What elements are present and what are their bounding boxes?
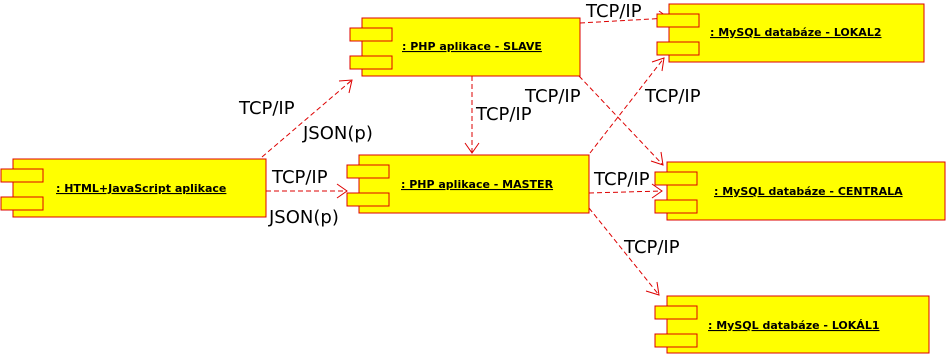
component-port <box>655 200 697 213</box>
component-name: : PHP aplikace - MASTER <box>401 178 554 191</box>
component-name: : MySQL databáze - LOKÁL1 <box>708 319 880 332</box>
component-port <box>657 14 699 27</box>
component-php-master <box>347 155 589 213</box>
component-mysql-centrala <box>655 162 945 220</box>
label-html-master-format: JSON(p) <box>269 207 339 228</box>
component-port <box>1 197 43 210</box>
component-name: : MySQL databáze - LOKAL2 <box>710 26 882 39</box>
component-port <box>350 28 392 41</box>
component-php-slave <box>350 18 580 76</box>
component-html-javascript-app <box>1 159 266 217</box>
component-port <box>655 172 697 185</box>
component-name: : HTML+JavaScript aplikace <box>56 182 227 195</box>
arrowhead <box>652 58 664 71</box>
component-name: : PHP aplikace - SLAVE <box>402 40 542 53</box>
label-master-lokal1: TCP/IP <box>624 237 680 258</box>
component-mysql-lokal2 <box>657 4 924 62</box>
label-html-master-protocol: TCP/IP <box>272 167 328 188</box>
label-html-slave-protocol: TCP/IP <box>239 98 295 119</box>
label-slave-master: TCP/IP <box>476 104 532 125</box>
component-port <box>655 306 697 319</box>
label-html-slave-format: JSON(p) <box>303 123 373 144</box>
component-port <box>1 169 43 182</box>
component-port <box>347 165 389 178</box>
component-port <box>657 42 699 55</box>
component-port <box>347 193 389 206</box>
label-slave-lokal2: TCP/IP <box>586 1 642 22</box>
component-mysql-lokal1 <box>655 296 929 353</box>
label-master-lokal2: TCP/IP <box>645 86 701 107</box>
component-port <box>655 334 697 347</box>
label-slave-centrala: TCP/IP <box>525 86 581 107</box>
component-port <box>350 56 392 69</box>
label-master-centrala: TCP/IP <box>594 169 650 190</box>
component-name: : MySQL databáze - CENTRALA <box>714 185 903 198</box>
